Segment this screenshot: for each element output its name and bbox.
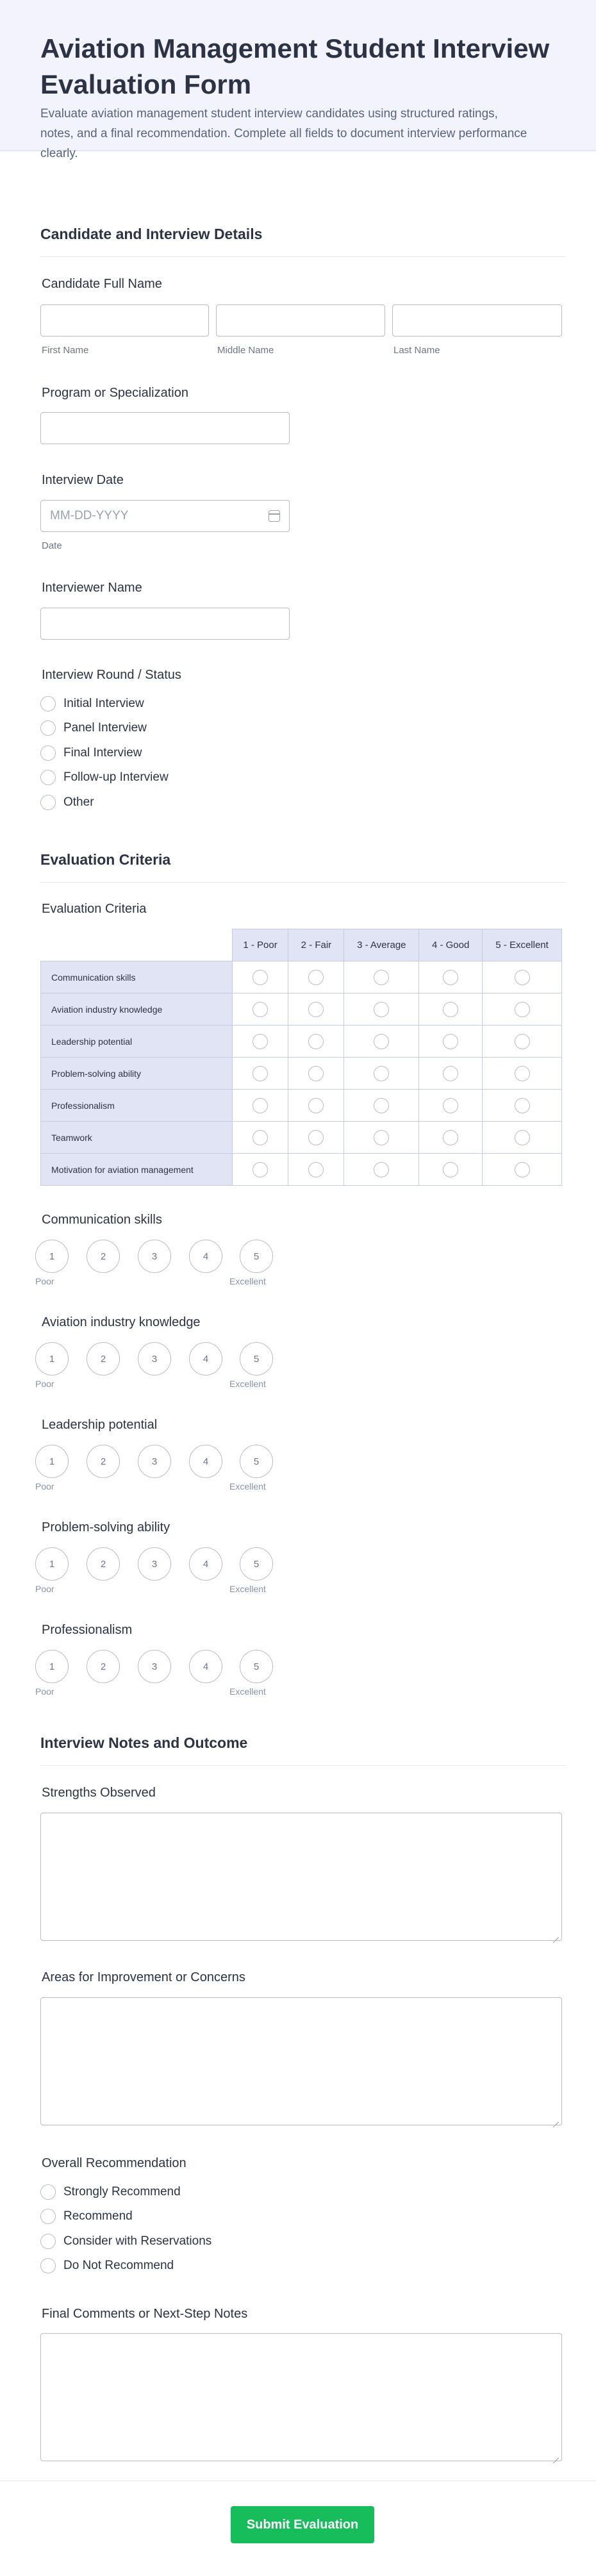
- matrix-radio[interactable]: [443, 1162, 458, 1177]
- round-option-label: Final Interview: [63, 746, 142, 760]
- scale-option[interactable]: 2: [87, 1650, 120, 1683]
- radio-circle[interactable]: [40, 770, 56, 785]
- matrix-radio[interactable]: [515, 1162, 530, 1177]
- scale-label: Leadership potential: [42, 1418, 158, 1432]
- scale-option[interactable]: 4: [189, 1240, 222, 1273]
- first-name-input[interactable]: [40, 304, 209, 337]
- recommendation-option-label: Recommend: [63, 2209, 133, 2223]
- matrix-row: [41, 1026, 562, 1058]
- improvement-label: Areas for Improvement or Concerns: [42, 1970, 245, 1984]
- scale-option[interactable]: 5: [240, 1240, 273, 1273]
- scale-high-label: Excellent: [229, 1276, 266, 1286]
- scale-option[interactable]: 2: [87, 1445, 120, 1478]
- matrix-row-label: Aviation industry knowledge: [41, 993, 233, 1026]
- radio-circle[interactable]: [40, 696, 56, 711]
- matrix-radio[interactable]: [443, 970, 458, 985]
- scale-option[interactable]: 5: [240, 1445, 273, 1478]
- scale-low-label: Poor: [35, 1481, 54, 1492]
- final-comments-textarea[interactable]: [40, 2333, 562, 2461]
- matrix-radio[interactable]: [374, 1130, 389, 1145]
- form-title: Aviation Management Student Interview Evaluation Form: [40, 33, 550, 99]
- program-label: Program or Specialization: [42, 386, 188, 400]
- date-sublabel: Date: [42, 540, 62, 551]
- matrix-row: [41, 1122, 562, 1154]
- matrix-radio[interactable]: [308, 1130, 324, 1145]
- matrix-radio[interactable]: [308, 1034, 324, 1049]
- scale-option[interactable]: 4: [189, 1445, 222, 1478]
- recommendation-option[interactable]: [40, 2208, 133, 2225]
- matrix-radio[interactable]: [252, 1162, 268, 1177]
- radio-circle[interactable]: [40, 2184, 56, 2200]
- scale-option[interactable]: 4: [189, 1650, 222, 1683]
- interview-date-input[interactable]: [40, 500, 290, 532]
- section-title-criteria: Evaluation Criteria: [40, 851, 171, 868]
- matrix-radio[interactable]: [515, 1098, 530, 1113]
- matrix-row-label: Communication skills: [41, 961, 233, 993]
- last-name-sublabel: Last Name: [393, 345, 440, 356]
- matrix-radio[interactable]: [443, 1130, 458, 1145]
- matrix-row-label: Professionalism: [41, 1090, 233, 1122]
- evaluation-matrix: [40, 929, 562, 1186]
- round-option[interactable]: [40, 769, 169, 786]
- last-name-input[interactable]: [392, 304, 562, 337]
- matrix-column-header: 2 - Fair: [288, 929, 344, 961]
- section-title-details: Candidate and Interview Details: [40, 226, 263, 242]
- matrix-radio[interactable]: [515, 1066, 530, 1081]
- section-divider: [40, 882, 566, 883]
- program-input[interactable]: [40, 412, 290, 444]
- scale-option[interactable]: 3: [138, 1445, 171, 1478]
- matrix-radio[interactable]: [252, 1002, 268, 1017]
- interviewer-label: Interviewer Name: [42, 581, 142, 595]
- matrix-row-label: Teamwork: [41, 1122, 233, 1154]
- matrix-column-header: 5 - Excellent: [483, 929, 562, 961]
- section-title-notes: Interview Notes and Outcome: [40, 1734, 248, 1751]
- strengths-textarea[interactable]: [40, 1813, 562, 1941]
- form-description: Evaluate aviation management student interview candidates using structured ratings, notes, and a final recommendation. Complete all fields to document interview performance clearly.: [40, 107, 527, 160]
- recommendation-option-label: Consider with Reservations: [63, 2234, 212, 2248]
- date-placeholder: MM-DD-YYYY: [50, 509, 129, 522]
- scale-high-label: Excellent: [229, 1584, 266, 1594]
- resize-grip-icon[interactable]: [552, 2452, 559, 2458]
- recommendation-option[interactable]: [40, 2184, 181, 2200]
- recommendation-option-label: Do Not Recommend: [63, 2259, 174, 2272]
- resize-grip-icon[interactable]: [552, 1931, 559, 1938]
- matrix-radio[interactable]: [443, 1066, 458, 1081]
- matrix-radio[interactable]: [443, 1098, 458, 1113]
- matrix-radio[interactable]: [515, 970, 530, 985]
- scale-option[interactable]: 4: [189, 1547, 222, 1581]
- matrix-radio[interactable]: [515, 1034, 530, 1049]
- round-option[interactable]: [40, 720, 147, 736]
- scale-high-label: Excellent: [229, 1481, 266, 1492]
- recommendation-option[interactable]: [40, 2257, 174, 2274]
- matrix-radio[interactable]: [374, 1162, 389, 1177]
- scale-low-label: Poor: [35, 1379, 54, 1389]
- matrix-radio[interactable]: [515, 1130, 530, 1145]
- improvement-textarea[interactable]: [40, 1997, 562, 2125]
- radio-circle[interactable]: [40, 2209, 56, 2224]
- matrix-column-header: 4 - Good: [419, 929, 483, 961]
- scale-option[interactable]: 1: [35, 1547, 69, 1581]
- scale-option[interactable]: 1: [35, 1240, 69, 1273]
- scale-option[interactable]: 3: [138, 1240, 171, 1273]
- matrix-row: [41, 1090, 562, 1122]
- scale-option[interactable]: 1: [35, 1342, 69, 1375]
- matrix-label: Evaluation Criteria: [42, 902, 147, 916]
- radio-circle[interactable]: [40, 720, 56, 736]
- matrix-corner: [41, 929, 233, 961]
- round-option[interactable]: [40, 745, 142, 761]
- interviewer-input[interactable]: [40, 608, 290, 640]
- scale-option[interactable]: 1: [35, 1650, 69, 1683]
- form-header: [0, 0, 596, 160]
- section-divider: [40, 256, 566, 257]
- matrix-row-label: Problem-solving ability: [41, 1058, 233, 1090]
- scale-label: Problem-solving ability: [42, 1520, 170, 1534]
- scale-option[interactable]: 2: [87, 1342, 120, 1375]
- matrix-radio[interactable]: [252, 970, 268, 985]
- matrix-radio[interactable]: [374, 970, 389, 985]
- scale-label: Professionalism: [42, 1623, 133, 1637]
- matrix-radio[interactable]: [308, 1066, 324, 1081]
- strengths-label: Strengths Observed: [42, 1786, 156, 1800]
- scale-option[interactable]: 4: [189, 1342, 222, 1375]
- matrix-row-label: Leadership potential: [41, 1026, 233, 1058]
- interview-date-label: Interview Date: [42, 473, 124, 487]
- scale-option[interactable]: 3: [138, 1342, 171, 1375]
- matrix-radio[interactable]: [308, 1002, 324, 1017]
- matrix-radio[interactable]: [308, 970, 324, 985]
- full-name-label: Candidate Full Name: [42, 277, 162, 291]
- matrix-radio[interactable]: [252, 1130, 268, 1145]
- round-option-label: Other: [63, 795, 94, 809]
- scale-option[interactable]: 3: [138, 1650, 171, 1683]
- matrix-column-header: 3 - Average: [344, 929, 419, 961]
- middle-name-sublabel: Middle Name: [217, 345, 274, 356]
- interview-round-label: Interview Round / Status: [42, 668, 181, 682]
- scale-option[interactable]: 3: [138, 1547, 171, 1581]
- scale-high-label: Excellent: [229, 1686, 266, 1697]
- matrix-row: [41, 1154, 562, 1186]
- radio-circle[interactable]: [40, 745, 56, 761]
- middle-name-input[interactable]: [216, 304, 385, 337]
- matrix-radio[interactable]: [374, 1002, 389, 1017]
- submit-button[interactable]: Submit Evaluation: [231, 2506, 374, 2543]
- round-option-label: Panel Interview: [63, 721, 147, 735]
- matrix-radio[interactable]: [374, 1066, 389, 1081]
- recommendation-option[interactable]: [40, 2233, 211, 2250]
- matrix-radio[interactable]: [374, 1034, 389, 1049]
- scale-option[interactable]: 1: [35, 1445, 69, 1478]
- matrix-radio[interactable]: [252, 1098, 268, 1113]
- matrix-radio[interactable]: [443, 1034, 458, 1049]
- scale-high-label: Excellent: [229, 1379, 266, 1389]
- round-option[interactable]: [40, 794, 94, 811]
- scale-low-label: Poor: [35, 1276, 54, 1286]
- matrix-radio[interactable]: [308, 1162, 324, 1177]
- matrix-radio[interactable]: [308, 1098, 324, 1113]
- scale-option[interactable]: 2: [87, 1547, 120, 1581]
- scale-option[interactable]: 5: [240, 1650, 273, 1683]
- matrix-radio[interactable]: [252, 1066, 268, 1081]
- scale-label: Aviation industry knowledge: [42, 1315, 201, 1329]
- scale-low-label: Poor: [35, 1584, 54, 1594]
- recommendation-option-label: Strongly Recommend: [63, 2185, 181, 2198]
- radio-circle[interactable]: [40, 2234, 56, 2249]
- recommendation-label: Overall Recommendation: [42, 2156, 186, 2170]
- section-divider: [40, 1765, 566, 1766]
- round-option-label: Initial Interview: [63, 697, 144, 710]
- matrix-row: [41, 1058, 562, 1090]
- radio-circle[interactable]: [40, 795, 56, 810]
- first-name-sublabel: First Name: [42, 345, 89, 356]
- scale-option[interactable]: 5: [240, 1342, 273, 1375]
- scale-low-label: Poor: [35, 1686, 54, 1697]
- calendar-icon[interactable]: [269, 510, 280, 522]
- round-option[interactable]: [40, 695, 144, 712]
- matrix-row: [41, 961, 562, 993]
- matrix-row-label: Motivation for aviation management: [41, 1154, 233, 1186]
- matrix-radio[interactable]: [374, 1098, 389, 1113]
- resize-grip-icon[interactable]: [552, 2116, 559, 2122]
- radio-circle[interactable]: [40, 2258, 56, 2273]
- scale-option[interactable]: 2: [87, 1240, 120, 1273]
- final-comments-label: Final Comments or Next-Step Notes: [42, 2307, 248, 2321]
- matrix-radio[interactable]: [443, 1002, 458, 1017]
- matrix-radio[interactable]: [252, 1034, 268, 1049]
- matrix-column-header: 1 - Poor: [232, 929, 288, 961]
- scale-label: Communication skills: [42, 1213, 162, 1227]
- footer-divider: [0, 2480, 596, 2481]
- scale-option[interactable]: 5: [240, 1547, 273, 1581]
- matrix-row: [41, 993, 562, 1026]
- matrix-radio[interactable]: [515, 1002, 530, 1017]
- round-option-label: Follow-up Interview: [63, 770, 169, 784]
